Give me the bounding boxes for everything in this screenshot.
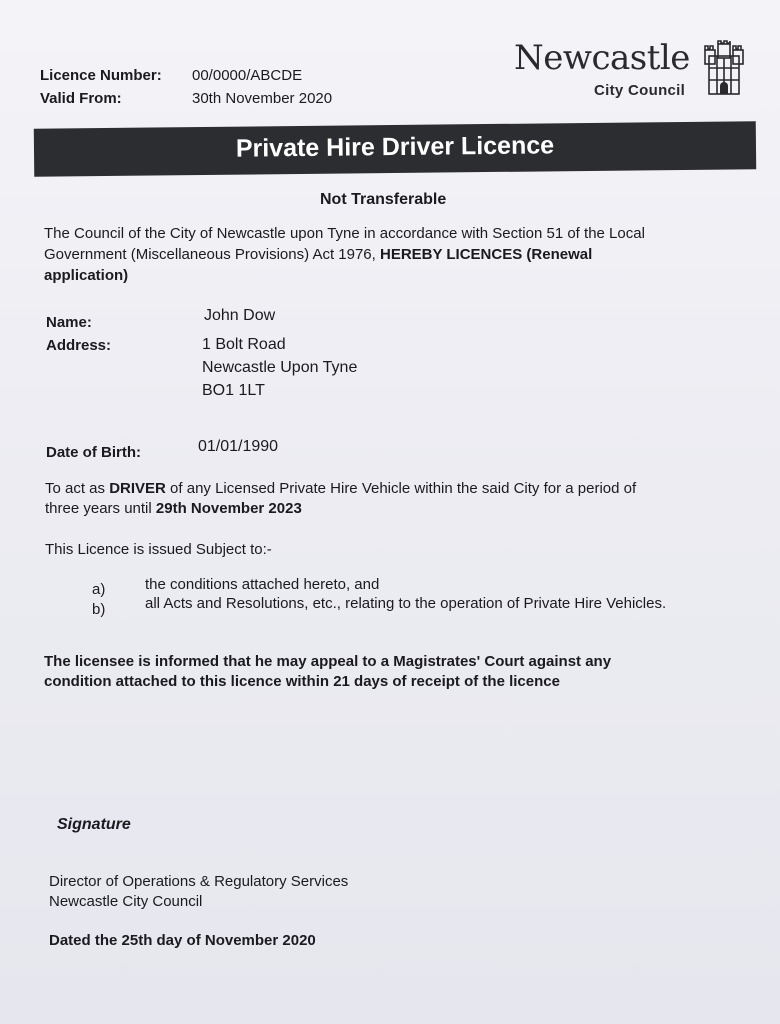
address-line-1: 1 Bolt Road xyxy=(202,336,286,353)
not-transferable-heading: Not Transferable xyxy=(320,191,447,208)
dated-line: Dated the 25th day of November 2020 xyxy=(49,932,316,949)
licence-number-label: Licence Number: xyxy=(40,67,162,84)
condition-b-text: all Acts and Resolutions, etc., relating to the operation of Private Hire Vehicles. xyxy=(145,595,667,612)
signatory-title-2: Newcastle City Council xyxy=(49,893,203,910)
intro-line-2-text: Government (Miscellaneous Provisions) Act 1976, xyxy=(44,246,380,263)
name-value: John Dow xyxy=(204,307,276,324)
name-label: Name: xyxy=(46,314,92,331)
conditions-intro: This Licence is issued Subject to:- xyxy=(45,541,272,558)
appeal-notice-line-2: condition attached to this licence within 21 days of receipt of the licence xyxy=(44,673,560,690)
intro-line-1: The Council of the City of Newcastle upon Tyne in accordance with Section 51 of the Local xyxy=(44,225,645,242)
driver-role: DRIVER xyxy=(109,480,166,497)
driver-text-2: of any Licensed Private Hire Vehicle within the said City for a period of xyxy=(165,480,637,497)
title-banner xyxy=(34,121,756,177)
licence-number-value: 00/0000/ABCDE xyxy=(192,67,303,84)
logo-wordmark: Newcastle xyxy=(514,38,690,78)
intro-line-2 xyxy=(44,245,592,265)
signature-label: Signature xyxy=(57,816,131,833)
appeal-notice-line-1: The licensee is informed that he may appeal to a Magistrates' Court against any xyxy=(44,653,612,670)
castle-crest-icon xyxy=(703,40,745,96)
logo-subtitle: City Council xyxy=(594,82,686,99)
address-line-2: Newcastle Upon Tyne xyxy=(202,359,358,376)
address-line-3: BO1 1LT xyxy=(202,382,265,399)
driver-line-1 xyxy=(45,479,636,499)
driver-line-2 xyxy=(45,499,302,519)
dob-label: Date of Birth: xyxy=(46,444,141,461)
condition-a-marker: a) xyxy=(92,581,106,598)
address-label: Address: xyxy=(46,337,112,354)
licence-expiry-date: 29th November 2023 xyxy=(155,500,302,517)
dob-value: 01/01/1990 xyxy=(198,438,279,455)
intro-hereby-licences: HEREBY LICENCES (Renewal xyxy=(379,246,593,263)
intro-line-3: application) xyxy=(44,267,129,284)
valid-from-label: Valid From: xyxy=(40,90,122,107)
driver-text-3: three years until xyxy=(45,500,156,517)
driver-text-1: To act as xyxy=(45,480,110,497)
signatory-title-1: Director of Operations & Regulatory Services xyxy=(49,873,349,890)
valid-from-value: 30th November 2020 xyxy=(192,90,333,107)
condition-b-marker: b) xyxy=(92,601,106,618)
condition-a-text: the conditions attached hereto, and xyxy=(145,576,380,593)
licence-title: Private Hire Driver Licence xyxy=(235,131,555,163)
